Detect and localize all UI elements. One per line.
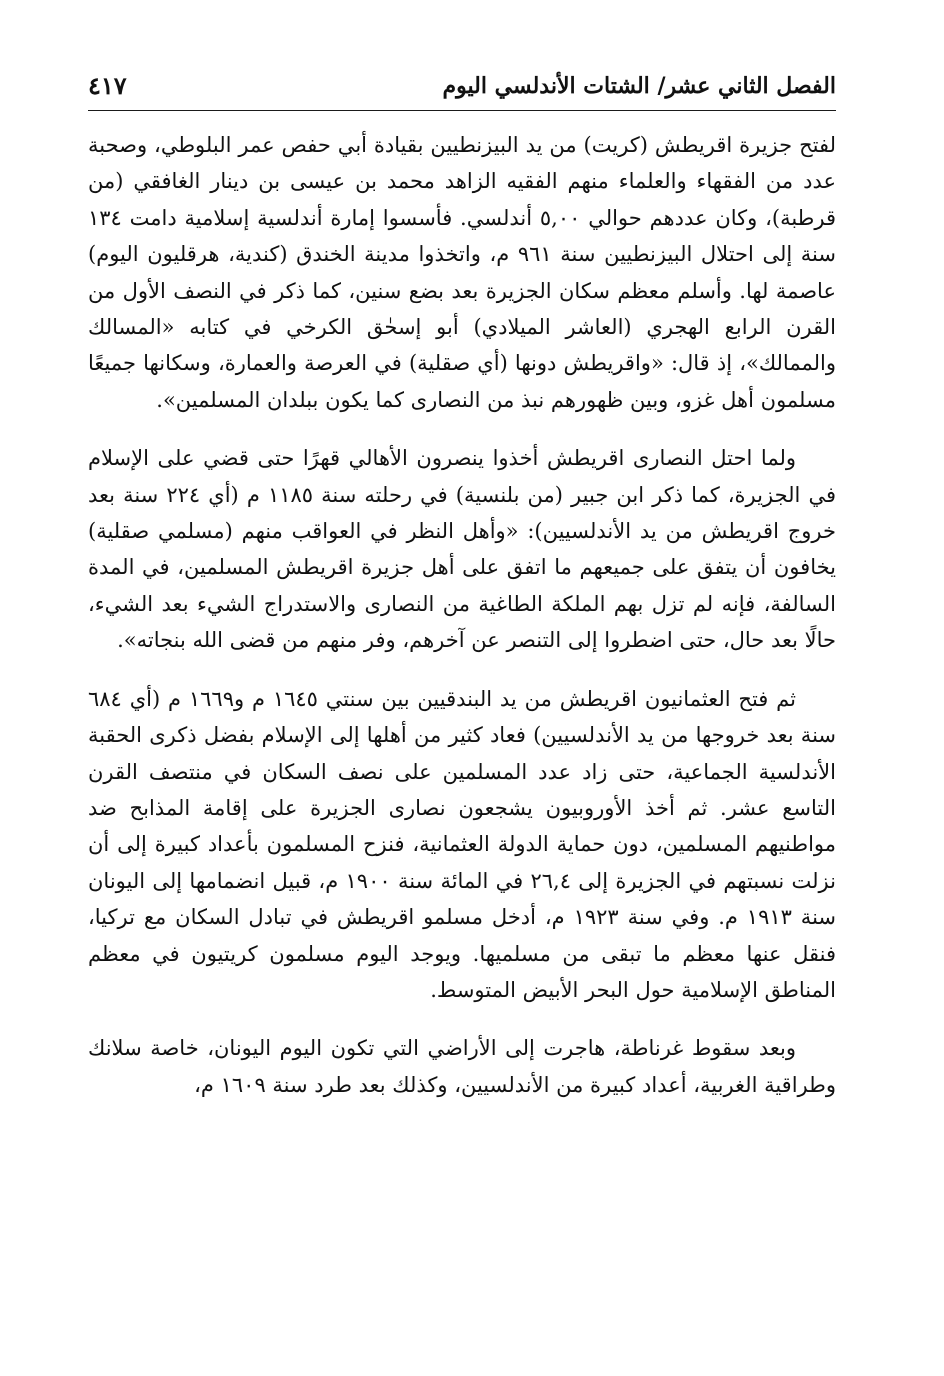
chapter-title: الفصل الثاني عشر/ الشتات الأندلسي اليوم <box>442 73 836 99</box>
body-text <box>88 127 836 1103</box>
page-number: ٤١٧ <box>88 71 127 100</box>
running-header <box>88 62 836 111</box>
paragraph-christian-occupation: ولما احتل النصارى اقريطش أخذوا ينصرون الأهالي قهرًا حتى قضي على الإسلام في الجزيرة، كما ذكر ابن جبير (من بلنسية) في رحلته سنة ١١٨٥ م (أي ٢٢٤ سنة بعد خروج اقريطش من يد الأندلسيين): «وأهل النظر في العواقب منهم (مسلمي صقلية) يخافون أن يتفق على جميعهم ما اتفق على أهل جزيرة اقريطش المسلمين، في المدة السالفة، فإنه لم تزل بهم الملكة الطاغية من النصارى والاستدراج الشيء بعد الشيء، حالًا بعد حال، حتى اضطروا إلى التنصر عن آخرهم، وفر منهم من قضى الله بنجاته». <box>88 446 836 653</box>
paragraph-granada-migration: وبعد سقوط غرناطة، هاجرت إلى الأراضي التي تكون اليوم اليونان، خاصة سلانك وطراقية الغربية، أعداد كبيرة من الأندلسيين، وكذلك بعد طرد سنة ١٦٠٩ م، <box>88 1036 836 1097</box>
paragraph-crete-conquest: لفتح جزيرة اقريطش (كريت) من يد البيزنطيين بقيادة أبي حفص عمر البلوطي، وصحبة عدد من الفقهاء والعلماء منهم الفقيه الزاهد محمد بن عيسى بن دينار الغافقي (من قرطبة)، وكان عددهم حوالي ٥,٠٠ أندلسي. فأسسوا إمارة أندلسية إسلامية دامت ١٣٤ سنة إلى احتلال البيزنطيين سنة ٩٦١ م، واتخذوا مدينة الخندق (كندية، هرقليون اليوم) عاصمة لها. وأسلم معظم سكان الجزيرة بعد بضع سنين، كما ذكر في النصف الأول من القرن الرابع الهجري (العاشر الميلادي) أبو إسحٰق الكرخي في كتابه «المسالك والممالك»، إذ قال: «واقريطش دونها (أي صقلية) في العرصة والعمارة، وسكانها جميعًا مسلمون أهل غزو، وبين ظهورهم نبذ من النصارى كما يكون ببلدان المسلمين». <box>88 133 837 412</box>
paragraph-ottoman-conquest: ثم فتح العثمانيون اقريطش من يد البندقيين بين سنتي ١٦٤٥ م و١٦٦٩ م (أي ٦٨٤ سنة بعد خروجها من يد الأندلسيين) فعاد كثير من أهلها إلى الإسلام بفضل ذكرى الحقبة الأندلسية الجماعية، حتى زاد عدد المسلمين على نصف السكان في منتصف القرن التاسع عشر. ثم أخذ الأوروبيون يشجعون نصارى الجزيرة على إقامة المذابح ضد مواطنيهم المسلمين، دون حماية الدولة العثمانية، فنزح المسلمون بأعداد كبيرة إلى أن نزلت نسبتهم في الجزيرة إلى ٢٦,٤ في المائة سنة ١٩٠٠ م، قبيل انضمامها إلى اليونان سنة ١٩١٣ م. وفي سنة ١٩٢٣ م، أدخل مسلمو اقريطش في تبادل السكان مع تركيا، فنقل عنها معظم ما تبقى من مسلميها. ويوجد اليوم مسلمون كريتيون في معظم المناطق الإسلامية حول البحر الأبيض المتوسط. <box>88 686 837 1002</box>
